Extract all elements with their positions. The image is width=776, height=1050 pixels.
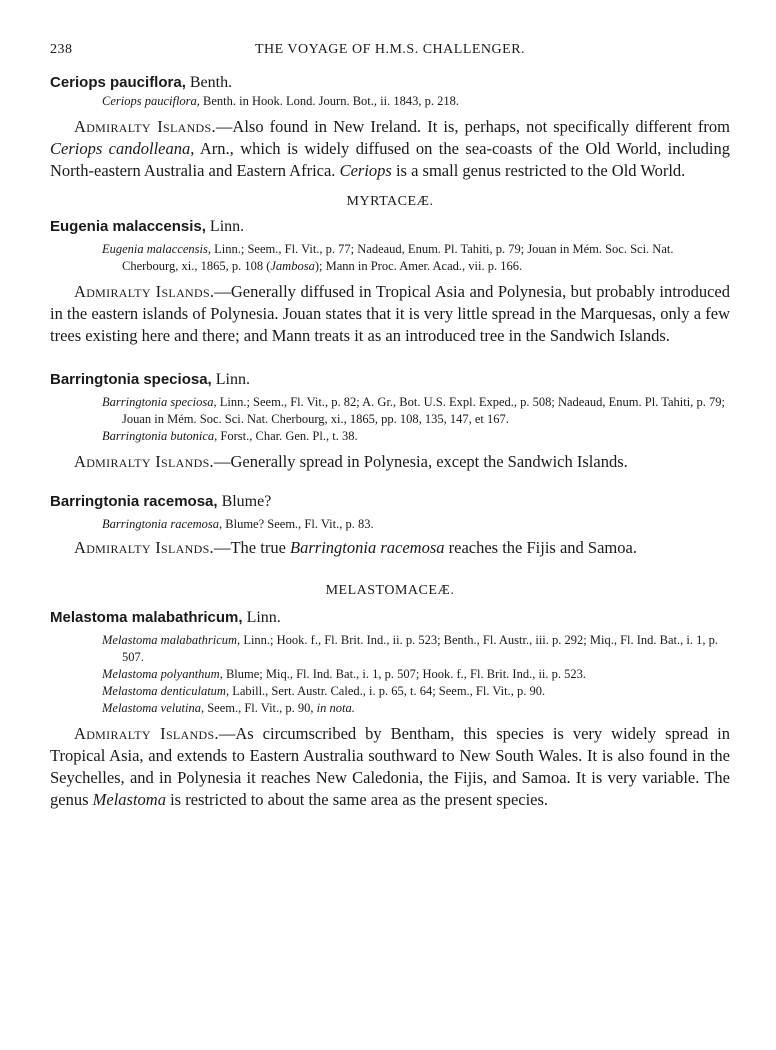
paragraph-text: —The true [213, 538, 291, 557]
synonym-citation: Linn.; Seem., Fl. Vit., p. 82; A. Gr., Bot. U.S. Expl. Exped., p. 508; Nadeaud, Enum. Pl. Tahiti, p. 79; Jouan in Mém. Soc. Sci. Nat. Cherbourg, xi., 1865, pp. 108, 135, 147, et 167. [122, 395, 725, 426]
species-heading [50, 491, 730, 512]
italic-name: Ceriops candolleana, [50, 139, 195, 158]
italic-name: Melastoma [92, 790, 166, 809]
species-author: Linn. [242, 609, 281, 626]
synonym-line [102, 93, 730, 110]
synonym-name: Melastoma denticulatum, [102, 684, 230, 698]
synonym-line [102, 666, 730, 683]
synonym-name: Melastoma polyanthum, [102, 667, 223, 681]
synonym-citation: Benth. in Hook. Lond. Journ. Bot., ii. 1843, p. 218. [199, 94, 459, 108]
synonym-name: Barringtonia racemosa, [102, 517, 223, 531]
species-author: Benth. [185, 74, 233, 91]
paragraph-text: Arn., which is widely diffused on the sea-coasts of the Old World, including North-eastern Australia and Eastern Africa. [50, 139, 731, 180]
species-heading [50, 216, 730, 237]
locality: Admiralty Islands. [74, 538, 214, 557]
synonym-line [102, 683, 730, 700]
species-author: Blume? [217, 493, 272, 510]
synonym-name: Ceriops pauciflora, [102, 94, 200, 108]
paragraph-text: —Generally diffused in Tropical Asia and Polynesia, but probably introduced in the eastern islands of Polynesia. Jouan states that it is very little spread in the Marquesas, only a few trees existing here and there; and Mann treats it as an introduced tree in the Sandwich Islands. [50, 282, 730, 345]
locality: Admiralty Islands. [74, 724, 219, 743]
italic-name: Barringtonia racemosa [290, 538, 445, 557]
synonym-line [102, 394, 730, 428]
running-header [50, 42, 730, 68]
species-author: Linn. [205, 218, 245, 235]
synonym-name: Melastoma velutina, [102, 701, 205, 715]
synonym-name: Barringtonia butonica, [102, 429, 218, 443]
species-name: Barringtonia racemosa, [50, 493, 218, 510]
synonym-name: Eugenia malaccensis, [102, 242, 212, 256]
paragraph-text: reaches the Fijis and Samoa. [444, 538, 637, 557]
synonym-citation: Linn.; Hook. f., Fl. Brit. Ind., ii. p. 523; Benth., Fl. Austr., iii. p. 292; Miq., Fl. Ind. Bat., i. 1, p. 507. [122, 633, 718, 664]
family-heading: MELASTOMACEÆ. [325, 583, 455, 598]
synonym-name: Barringtonia speciosa, [102, 395, 217, 409]
species-paragraph [50, 537, 730, 559]
species-name: Melastoma malabathricum, [50, 609, 243, 626]
species-paragraph [50, 723, 730, 811]
species-name: Eugenia malaccensis, [50, 218, 206, 235]
locality: Admiralty Islands. [74, 117, 216, 136]
species-author: Linn. [211, 371, 250, 388]
paragraph-text: —Generally spread in Polynesia, except the Sandwich Islands. [213, 452, 628, 471]
synonym-citation: Forst., Char. Gen. Pl., t. 38. [217, 429, 358, 443]
species-heading [50, 369, 730, 390]
synonym-note: in nota. [316, 701, 355, 715]
species-name: Barringtonia speciosa, [50, 371, 212, 388]
synonym-citation: Blume? Seem., Fl. Vit., p. 83. [222, 517, 374, 531]
paragraph-text: —As circumscribed by Bentham, this species is very widely spread in Tropical Asia, and extends to Eastern Australia southward to New South Wales. It is also found in the Seychelles, and in Polynesia it reaches New Caledonia, the Fijis, and Samoa. It is very variable. The genus [50, 724, 730, 809]
species-paragraph [50, 281, 730, 347]
page-number: 238 [50, 42, 73, 57]
species-paragraph [50, 116, 730, 182]
running-title: THE VOYAGE OF H.M.S. CHALLENGER. [254, 42, 526, 57]
synonym-name: Jambosa [270, 259, 315, 273]
synonym-citation: ); Mann in Proc. Amer. Acad., vii. p. 166. [314, 259, 523, 273]
synonym-citation: Labill., Sert. Austr. Caled., i. p. 65, t. 64; Seem., Fl. Vit., p. 90. [229, 684, 546, 698]
synonym-citation: Seem., Fl. Vit., p. 90, [204, 701, 317, 715]
synonym-citation: Linn.; Seem., Fl. Vit., p. 77; Nadeaud, Enum. Pl. Tahiti, p. 79; Jouan in Mém. Soc. Sci. Nat. Cherbourg, xi., 1865, p. 108 ( [122, 242, 674, 273]
synonym-line [102, 241, 730, 275]
synonym-line [102, 516, 730, 533]
synonym-line [102, 700, 730, 717]
synonym-name: Melastoma malabathricum, [102, 633, 241, 647]
species-heading [50, 72, 730, 93]
species-paragraph [50, 451, 730, 473]
paragraph-text: is restricted to about the same area as the present species. [165, 790, 549, 809]
locality: Admiralty Islands. [74, 282, 215, 301]
synonym-line [102, 632, 730, 666]
book-page [50, 42, 730, 811]
paragraph-text: is a small genus restricted to the Old World. [391, 161, 686, 180]
synonym-line [102, 428, 730, 445]
paragraph-text: —Also found in New Ireland. It is, perhaps, not specifically different from [215, 117, 730, 136]
italic-name: Ceriops [339, 161, 392, 180]
family-heading: MYRTACEÆ. [346, 194, 434, 209]
species-name: Ceriops pauciflora, [50, 74, 186, 91]
synonym-citation: Blume; Miq., Fl. Ind. Bat., i. 1, p. 507; Hook. f., Fl. Brit. Ind., ii. p. 523. [222, 667, 587, 681]
species-heading [50, 607, 730, 628]
locality: Admiralty Islands. [74, 452, 214, 471]
